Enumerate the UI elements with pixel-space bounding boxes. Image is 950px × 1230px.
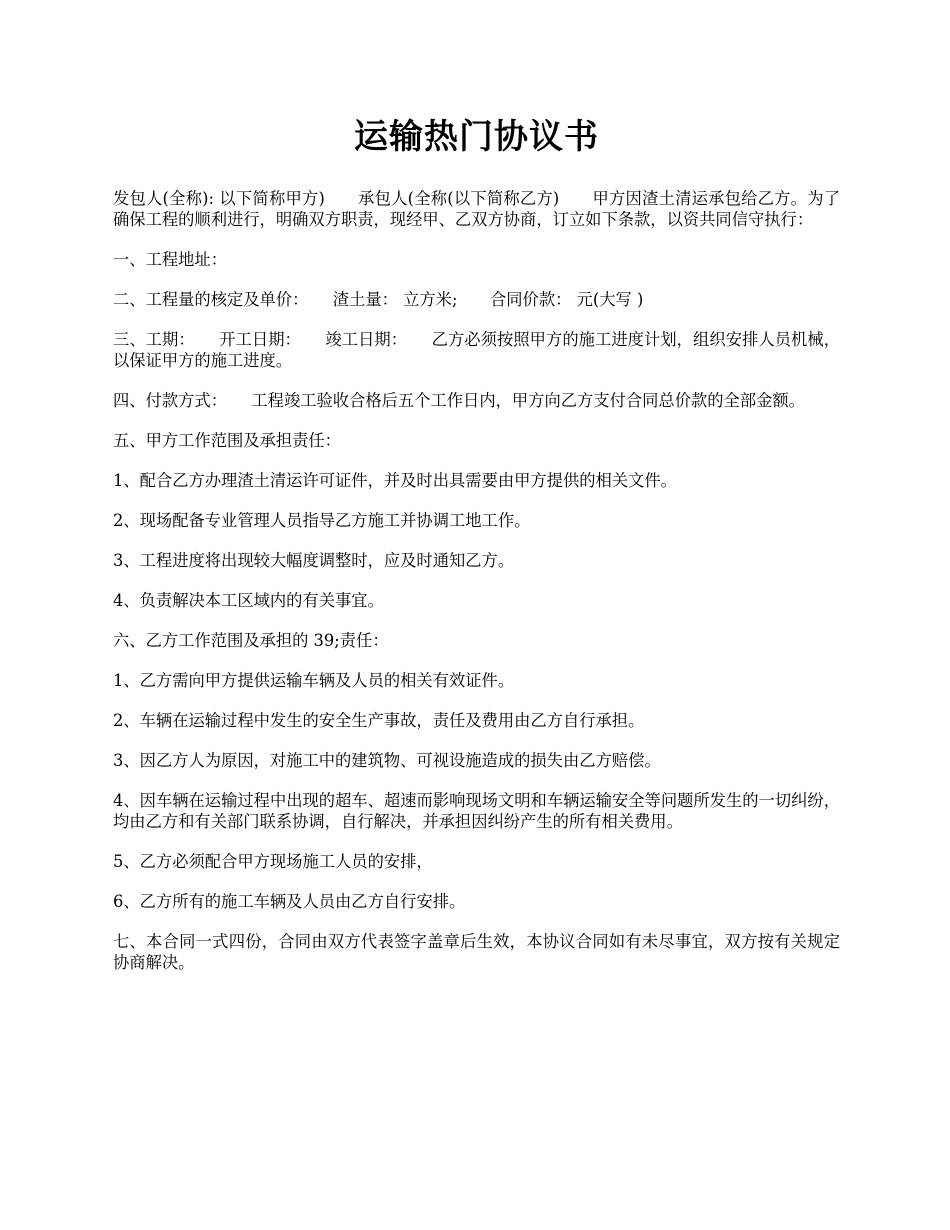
paragraph-item: 3、因乙方人为原因，对施工中的建筑物、可视设施造成的损失由乙方赔偿。 [113, 751, 661, 770]
paragraph-item: 4、负责解决本工区域内的有关事宜。 [113, 591, 384, 610]
paragraph-item: 1、乙方需向甲方提供运输车辆及人员的相关有效证件。 [113, 671, 515, 690]
paragraph-section-1: 一、工程地址： [113, 250, 227, 269]
paragraph-section-4: 四、付款方式： 工程竣工验收合格后五个工作日内，甲方向乙方支付合同总价款的全部金额。 [113, 391, 805, 410]
document-page [113, 112, 840, 992]
paragraph-item: 2、现场配备专业管理人员指导乙方施工并协调工地工作。 [113, 511, 531, 530]
paragraph-item: 4、因车辆在运输过程中出现的超车、超速而影响现场文明和车辆运输安全等问题所发生的一切纠纷，均由乙方和有关部门联系协调，自行解决，并承担因纠纷产生的所有相关费用。 [113, 791, 840, 831]
paragraph-item: 1、配合乙方办理渣土清运许可证件，并及时出具需要由甲方提供的相关文件。 [113, 471, 677, 490]
paragraph-section-5: 五、甲方工作范围及承担责任： [113, 431, 341, 450]
paragraph-item: 6、乙方所有的施工车辆及人员由乙方自行安排。 [113, 892, 466, 911]
paragraph-item: 5、乙方必须配合甲方现场施工人员的安排， [113, 852, 433, 871]
paragraph-item: 3、工程进度将出现较大幅度调整时，应及时通知乙方。 [113, 551, 515, 570]
paragraph-intro: 发包人(全称): 以下简称甲方) 承包人(全称(以下简称乙方) 甲方因渣土清运承包给乙方。为了确保工程的顺利进行，明确双方职责，现经甲、乙双方协商，订立如下条款，以资共同信守执行： [113, 189, 840, 229]
document-title: 运输热门协议书 [354, 117, 599, 157]
paragraph-section-7: 七、本合同一式四份，合同由双方代表签字盖章后生效，本协议合同如有未尽事宜，双方按有关规定协商解决。 [113, 932, 840, 972]
paragraph-item: 2、车辆在运输过程中发生的安全生产事故，责任及费用由乙方自行承担。 [113, 711, 645, 730]
paragraph-section-3: 三、工期： 开工日期： 竣工日期： 乙方必须按照甲方的施工进度计划，组织安排人员机械，以保证甲方的施工进度。 [113, 330, 840, 370]
paragraph-section-2: 二、工程量的核定及单价： 渣土量： 立方米; 合同价款： 元(大写 ) [113, 290, 644, 309]
paragraph-section-6: 六、乙方工作范围及承担的 39;责任： [113, 631, 389, 650]
